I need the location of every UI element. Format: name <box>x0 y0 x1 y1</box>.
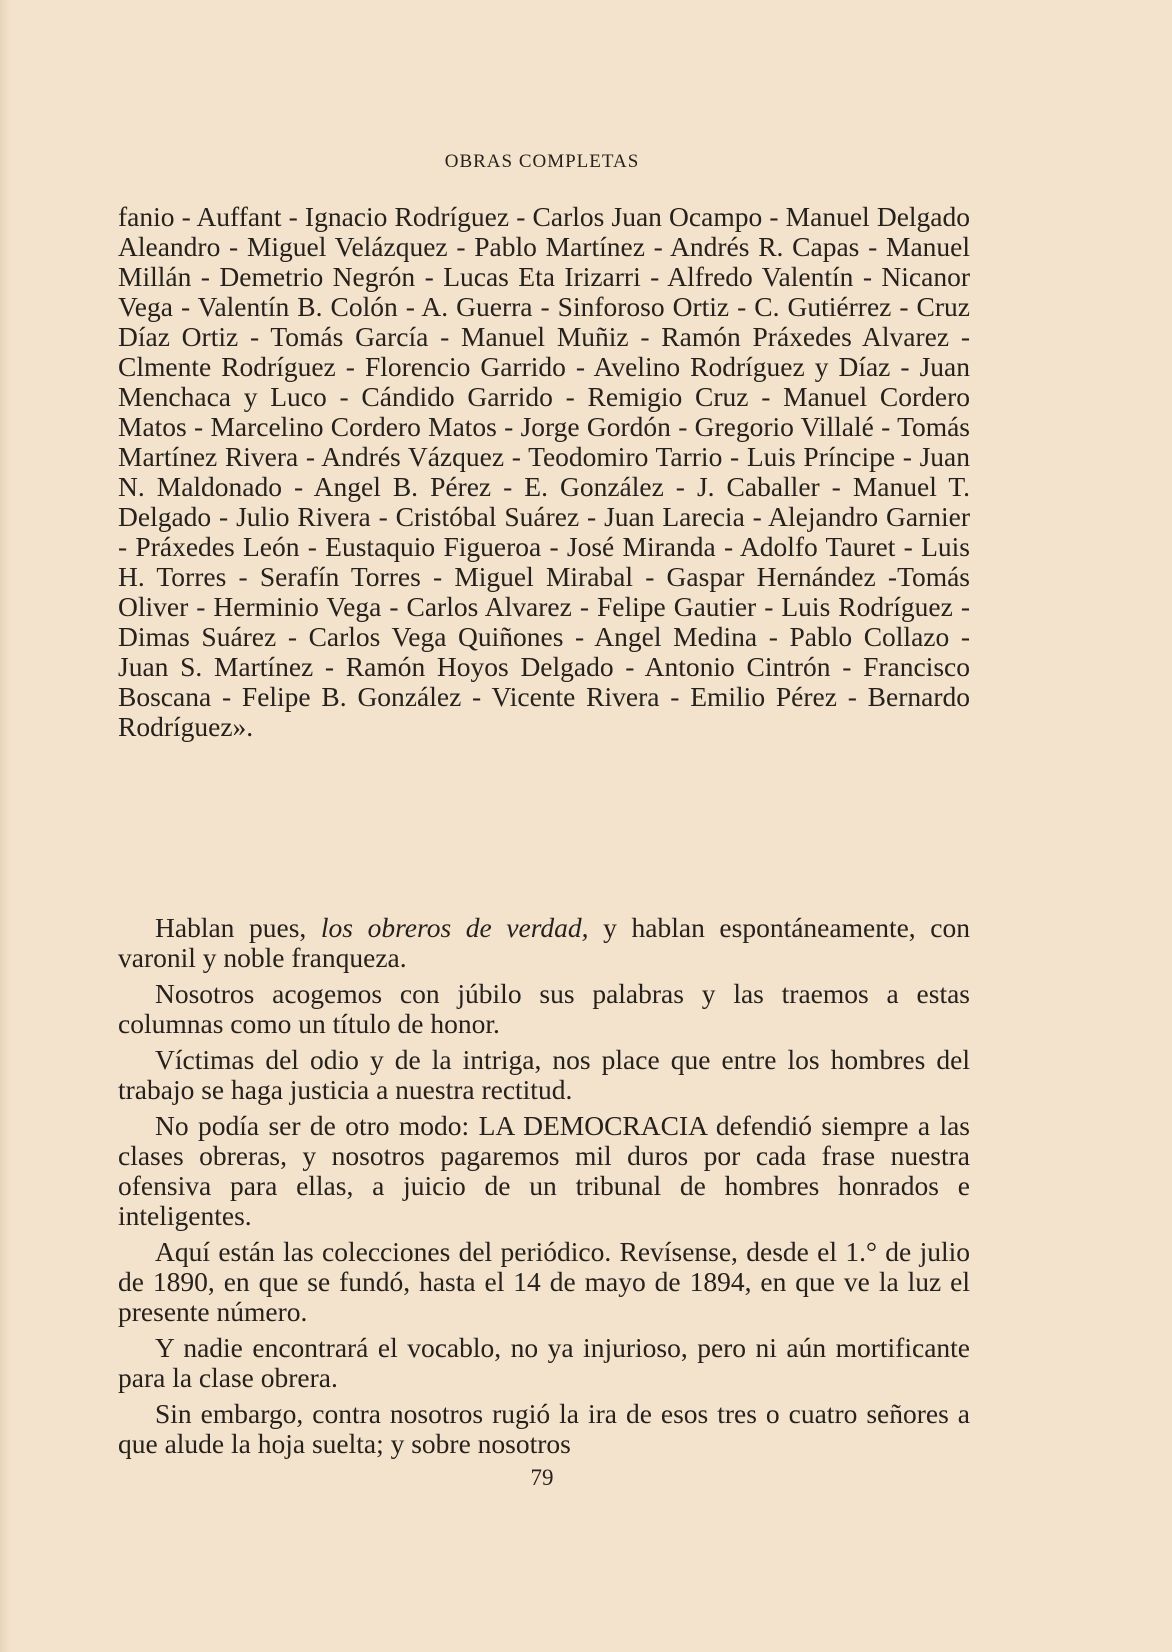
names-list-block <box>118 202 970 742</box>
paragraph-1-italic-phrase: los obreros de verdad, <box>320 912 589 943</box>
paragraph-1-lead: Hablan pues, <box>155 912 321 943</box>
paragraph-3: Víctimas del odio y de la intriga, nos place que entre los hombres del trabajo se haga justicia a nuestra rectitud. <box>118 1044 970 1105</box>
paragraph-1-tail: y hablan espontáneamente, con varonil y noble franqueza. <box>118 912 970 973</box>
paragraph-2: Nosotros acogemos con júbilo sus palabras y las traemos a estas columnas como un título de honor. <box>118 978 970 1039</box>
paragraph-6: Y nadie encontrará el vocablo, no ya injurioso, pero ni aún mortificante para la clase obrera. <box>118 1332 970 1393</box>
paragraph-1 <box>118 913 970 973</box>
page-edge-shadow <box>0 0 10 1652</box>
names-list-text: fanio - Auffant - Ignacio Rodríguez - Carlos Juan Ocampo - Manuel Delgado Aleandro - Miguel Velázquez - Pablo Martínez - Andrés R. Capas - Manuel Millán - Demetrio Negrón - Lucas Eta Irizarri - Alfredo Valentín - Nicanor Vega - Valentín B. Colón - A. Guerra - Sinforoso Ortiz - C. Gutiérrez - Cruz Díaz Ortiz - Tomás García - Manuel Muñiz - Ramón Práxedes Alvarez - Clmente Rodríguez - Florencio Garrido - Avelino Rodríguez y Díaz - Juan Menchaca y Luco - Cándido Garrido - Remigio Cruz - Manuel Cordero Matos - Marcelino Cordero Matos - Jorge Gordón - Gregorio Villalé - Tomás Martínez Rivera - Andrés Vázquez - Teodomiro Tarrio - Luis Príncipe - Juan N. Maldonado - Angel B. Pérez - E. González - J. Caballer - Manuel T. Delgado - Julio Rivera - Cristóbal Suárez - Juan Larecia - Alejandro Garnier - Práxedes León - Eustaquio Figueroa - José Miranda - Adolfo Tauret - Luis H. Torres - Serafín Torres - Miguel Mirabal - Gaspar Hernández -Tomás Oliver - Herminio Vega - Carlos Alvarez - Felipe Gautier - Luis Rodríguez - Dimas Suárez - Carlos Vega Quiñones - Angel Medina - Pablo Collazo - Juan S. Martínez - Ramón Hoyos Delgado - Antonio Cintrón - Francisco Boscana - Felipe B. González - Vicente Rivera - Emilio Pérez - Bernardo Rodríguez». <box>118 201 970 742</box>
paragraph-7: Sin embargo, contra nosotros rugió la ira de esos tres o cuatro señores a que alude la hoja suelta; y sobre nosotros <box>118 1398 970 1459</box>
editorial-paragraphs <box>118 913 970 1465</box>
page-number: 79 <box>530 1465 554 1490</box>
paragraph-4: No podía ser de otro modo: LA DEMOCRACIA defendió siempre a las clases obreras, y nosotros pagaremos mil duros por cada frase nuestra ofensiva para ellas, a juicio de un tribunal de hombres honrados e inteligentes. <box>118 1110 970 1231</box>
running-header: OBRAS COMPLETAS <box>444 151 640 172</box>
paragraph-5: Aquí están las colecciones del periódico. Revísense, desde el 1.° de julio de 1890, en que se fundó, hasta el 14 de mayo de 1894, en que ve la luz el presente número. <box>118 1236 970 1327</box>
